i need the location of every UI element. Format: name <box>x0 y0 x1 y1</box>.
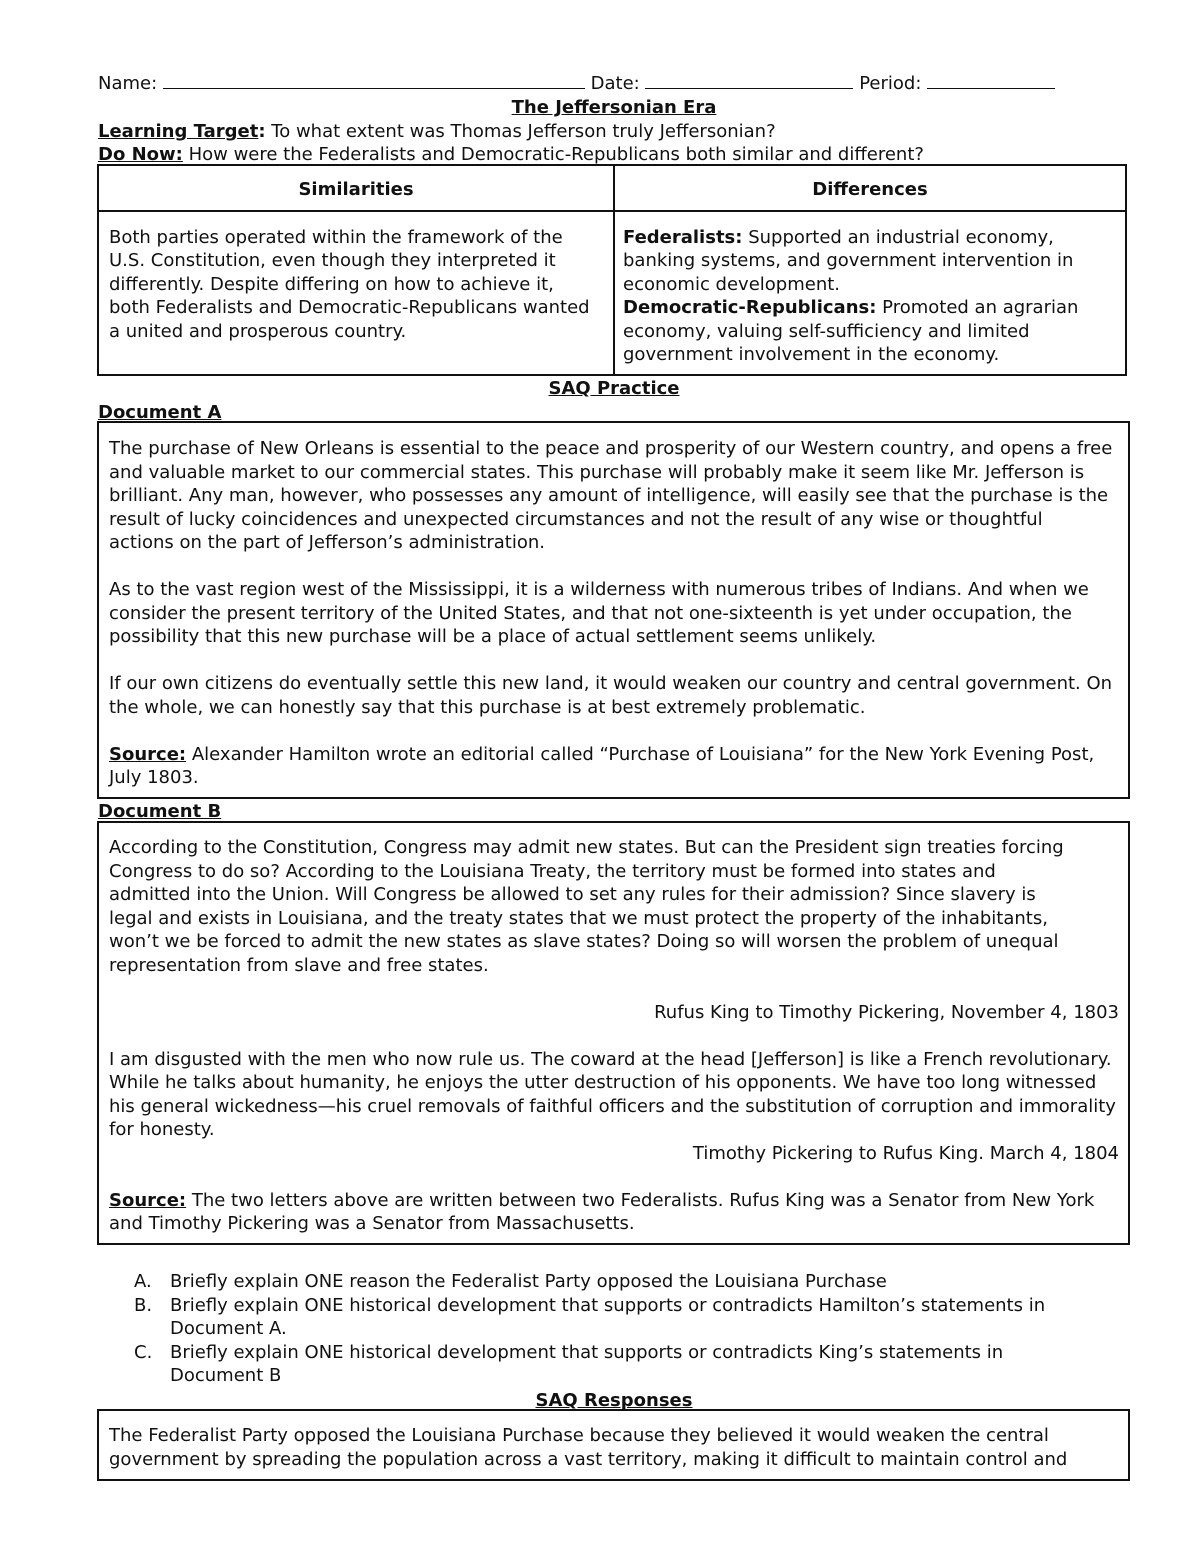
document-b-label: Document B <box>98 801 222 822</box>
document-b-source <box>109 1189 1119 1236</box>
federalists-text: Supported an industrial economy, banking systems, and government intervention in economic development. <box>623 227 1074 295</box>
do-now <box>98 143 924 166</box>
document-b-paragraph-1: According to the Constitution, Congress may admit new states. But can the President sign treaties forcing Congress to do so? According to the Louisiana Treaty, the territory must be formed into states and admitted into the Union. Will Congress be allowed to set any rules for their admission? Since slavery is legal and exists in Louisiana, and the treaty states that we must protect the property of the inhabitants, won’t we be forced to admit the new states as slave states? Doing so will worsen the problem of unequal representation from slave and free states. <box>109 837 1064 976</box>
saq-practice-heading: SAQ Practice <box>548 378 680 399</box>
document-a-source-text: Alexander Hamilton wrote an editorial called “Purchase of Louisiana” for the New York Evening Post, July 1803. <box>109 743 1095 788</box>
document-b-text <box>109 836 1119 1236</box>
learning-target <box>98 120 776 143</box>
question-marker: B. <box>134 1294 153 1316</box>
document-b-source-text: The two letters above are written between two Federalists. Rufus King was a Senator from New York and Timothy Pickering was a Senator from Massachusetts. <box>109 1189 1095 1234</box>
name-label: Name: <box>98 73 158 94</box>
federalists-entry <box>623 226 1119 296</box>
question-marker: A. <box>134 1271 152 1292</box>
document-b-attribution-1: Rufus King to Timothy Pickering, November 4, 1803 <box>654 1001 1119 1023</box>
document-a-label: Document A <box>98 402 222 423</box>
question-item <box>134 1270 1084 1294</box>
dr-entry <box>623 296 1119 366</box>
saq-response-box[interactable] <box>97 1409 1130 1481</box>
header-line <box>98 72 1055 95</box>
learning-target-label: Learning Target <box>98 121 259 142</box>
table-header-divider <box>99 210 1125 212</box>
similarities-text: Both parties operated within the framework of the U.S. Constitution, even though they interpreted it differently. Despite differing on how to achieve it, both Federalists and Democratic-Republicans wanted a united and prosperous country. <box>109 227 590 342</box>
document-a-paragraph-2: As to the vast region west of the Mississippi, it is a wilderness with numerous tribes of Indians. And when we consider the present territory of the United States, and that not one-sixteenth is yet under occupation, the possibility that this new purchase will be a place of actual settlement seems unlikely. <box>109 579 1089 647</box>
learning-target-text: To what extent was Thomas Jefferson truly Jeffersonian? <box>271 121 776 142</box>
differences-cell <box>623 226 1119 366</box>
document-a-box <box>97 421 1130 799</box>
question-marker: C. <box>134 1341 153 1363</box>
page-title: The Jeffersonian Era <box>511 97 717 118</box>
federalists-label: Federalists: <box>623 227 743 248</box>
document-a-paragraph-1: The purchase of New Orleans is essential to the peace and prosperity of our Western country, and opens a free and valuable market to our commercial states. This purchase will probably make it seem like Mr. Jefferson is brilliant. Any man, however, who possesses any amount of intelligence, will easily see that the purchase is the result of lucky coincidences and unexpected circumstances and not the result of any wise or thoughtful actions on the part of Jefferson’s administration. <box>109 438 1113 553</box>
saq-response-text: The Federalist Party opposed the Louisiana Purchase because they believed it would weaken the central government by spreading the population across a vast territory, making it difficult to maintain control and <box>109 1425 1068 1470</box>
date-field[interactable] <box>645 72 853 89</box>
document-b-source-label: Source: <box>109 1189 187 1211</box>
document-a-paragraph-3: If our own citizens do eventually settle this new land, it would weaken our country and central government. On the whole, we can honestly say that this purchase is at best extremely problematic. <box>109 673 1113 718</box>
question-text: Briefly explain ONE historical development that supports or contradicts King’s statements in Document B <box>170 1341 1004 1386</box>
name-field[interactable] <box>163 72 585 89</box>
period-field[interactable] <box>927 72 1055 89</box>
document-a-text <box>109 437 1113 790</box>
document-b-attribution-2: Timothy Pickering to Rufus King. March 4, 1804 <box>692 1142 1119 1164</box>
period-label: Period: <box>859 73 922 94</box>
question-item <box>134 1294 1084 1341</box>
date-label: Date: <box>590 73 640 94</box>
question-text: Briefly explain ONE reason the Federalist Party opposed the Louisiana Purchase <box>170 1271 887 1292</box>
do-now-label: Do Now: <box>98 144 183 165</box>
document-a-source <box>109 743 1113 790</box>
do-now-text: How were the Federalists and Democratic-Republicans both similar and different? <box>188 144 924 165</box>
document-a-source-label: Source: <box>109 743 187 765</box>
similarities-header: Similarities <box>298 179 414 200</box>
question-text: Briefly explain ONE historical development that supports or contradicts Hamilton’s statements in Document A. <box>170 1294 1046 1339</box>
saq-responses-heading: SAQ Responses <box>535 1390 693 1411</box>
document-b-paragraph-2: I am disgusted with the men who now rule us. The coward at the head [Jefferson] is like a French revolutionary. While he talks about humanity, he enjoys the utter destruction of his opponents. We have too long witnessed his general wickedness—his cruel removals of faithful officers and the substitution of corruption and immorality for honesty. <box>109 1048 1116 1140</box>
differences-header: Differences <box>812 179 928 200</box>
dr-label: Democratic-Republicans: <box>623 297 877 319</box>
learning-target-colon: : <box>258 121 266 142</box>
comparison-table <box>97 164 1127 376</box>
question-item <box>134 1341 1084 1388</box>
question-list <box>134 1270 1084 1388</box>
dr-text: Promoted an agrarian economy, valuing self-sufficiency and limited government involvement in the economy. <box>623 297 1079 366</box>
document-b-box <box>97 821 1130 1245</box>
